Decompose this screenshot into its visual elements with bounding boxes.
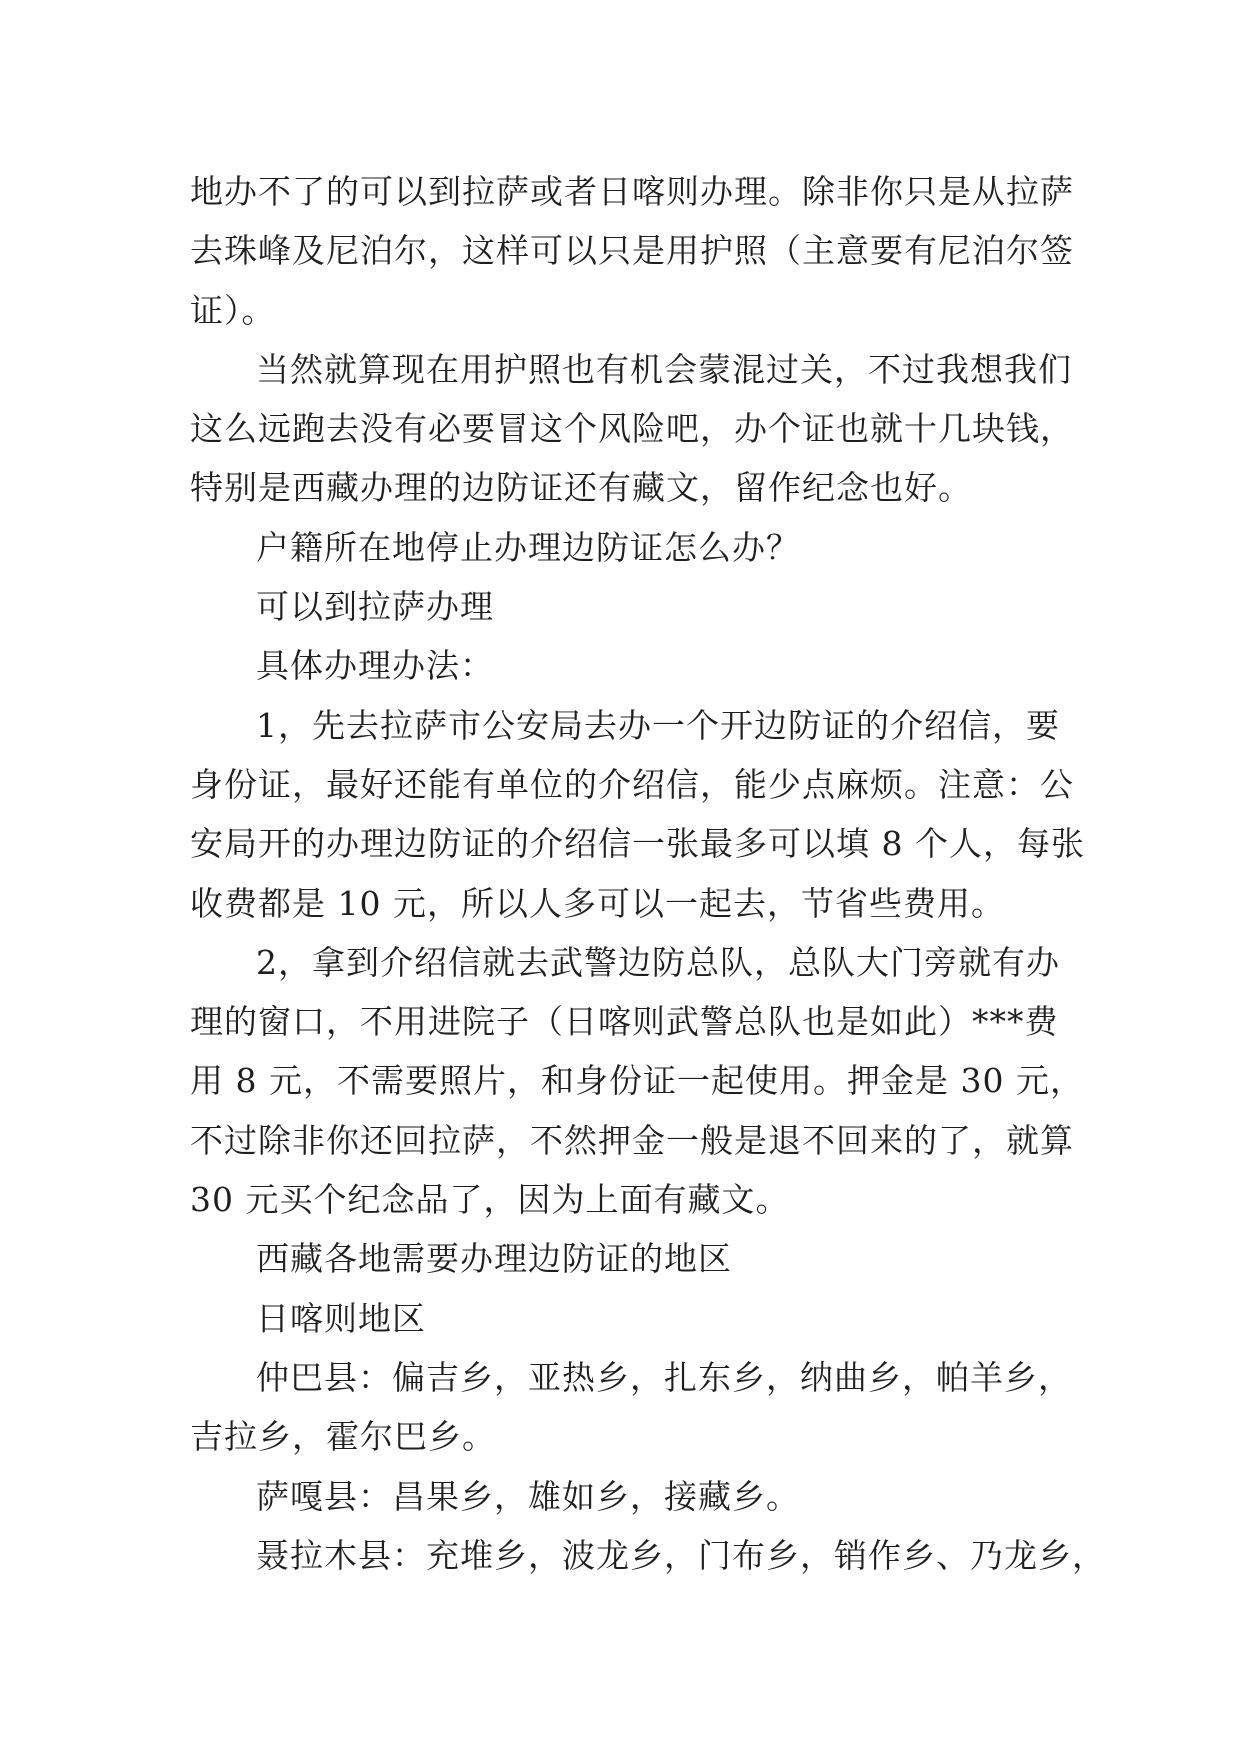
- text-line: 用 8 元，不需要照片，和身份证一起使用。押金是 30 元，: [190, 1061, 1084, 1101]
- text-line: 日喀则地区: [256, 1298, 426, 1338]
- text-line: 不过除非你还回拉萨，不然押金一般是退不回来的了，就算: [190, 1120, 1074, 1160]
- text-line: 户籍所在地停止办理边防证怎么办？: [256, 527, 800, 567]
- text-line: 2，拿到介绍信就去武警边防总队，总队大门旁就有办: [256, 942, 1060, 982]
- text-line: 聂拉木县：充堆乡，波龙乡，门布乡，销作乡、乃龙乡，: [256, 1535, 1106, 1575]
- text-line: 安局开的办理边防证的介绍信一张最多可以填 8 个人，每张: [190, 824, 1085, 864]
- document-body: [190, 162, 1106, 1585]
- text-line: 这么远跑去没有必要冒这个风险吧，办个证也就十几块钱，: [190, 409, 1074, 449]
- text-line: 可以到拉萨办理: [256, 587, 494, 627]
- text-line: 证）。: [190, 290, 276, 330]
- text-line: 仲巴县：偏吉乡，亚热乡，扎东乡，纳曲乡，帕羊乡，: [256, 1357, 1072, 1397]
- text-line: 西藏各地需要办理边防证的地区: [256, 1239, 732, 1279]
- text-line: 去珠峰及尼泊尔，这样可以只是用护照（主意要有尼泊尔签: [190, 231, 1074, 271]
- text-line: 收费都是 10 元，所以人多可以一起去，节省些费用。: [190, 883, 1005, 923]
- text-line: 当然就算现在用护照也有机会蒙混过关，不过我想我们: [256, 349, 1072, 389]
- text-line: 30 元买个纪念品了，因为上面有藏文。: [190, 1180, 790, 1220]
- text-line: 吉拉乡，霍尔巴乡。: [190, 1417, 496, 1457]
- text-line: 特别是西藏办理的边防证还有藏文，留作纪念也好。: [190, 468, 972, 508]
- text-line: 具体办理办法：: [256, 646, 494, 686]
- text-line: 萨嘎县：昌果乡，雄如乡，接藏乡。: [256, 1476, 800, 1516]
- text-line: 理的窗口，不用进院子（日喀则武警总队也是如此）***费: [190, 1002, 1059, 1042]
- text-line: 1，先去拉萨市公安局去办一个开边防证的介绍信，要: [256, 705, 1060, 745]
- text-line: 地办不了的可以到拉萨或者日喀则办理。除非你只是从拉萨: [190, 172, 1074, 211]
- text-line: 身份证，最好还能有单位的介绍信，能少点麻烦。注意：公: [190, 764, 1074, 804]
